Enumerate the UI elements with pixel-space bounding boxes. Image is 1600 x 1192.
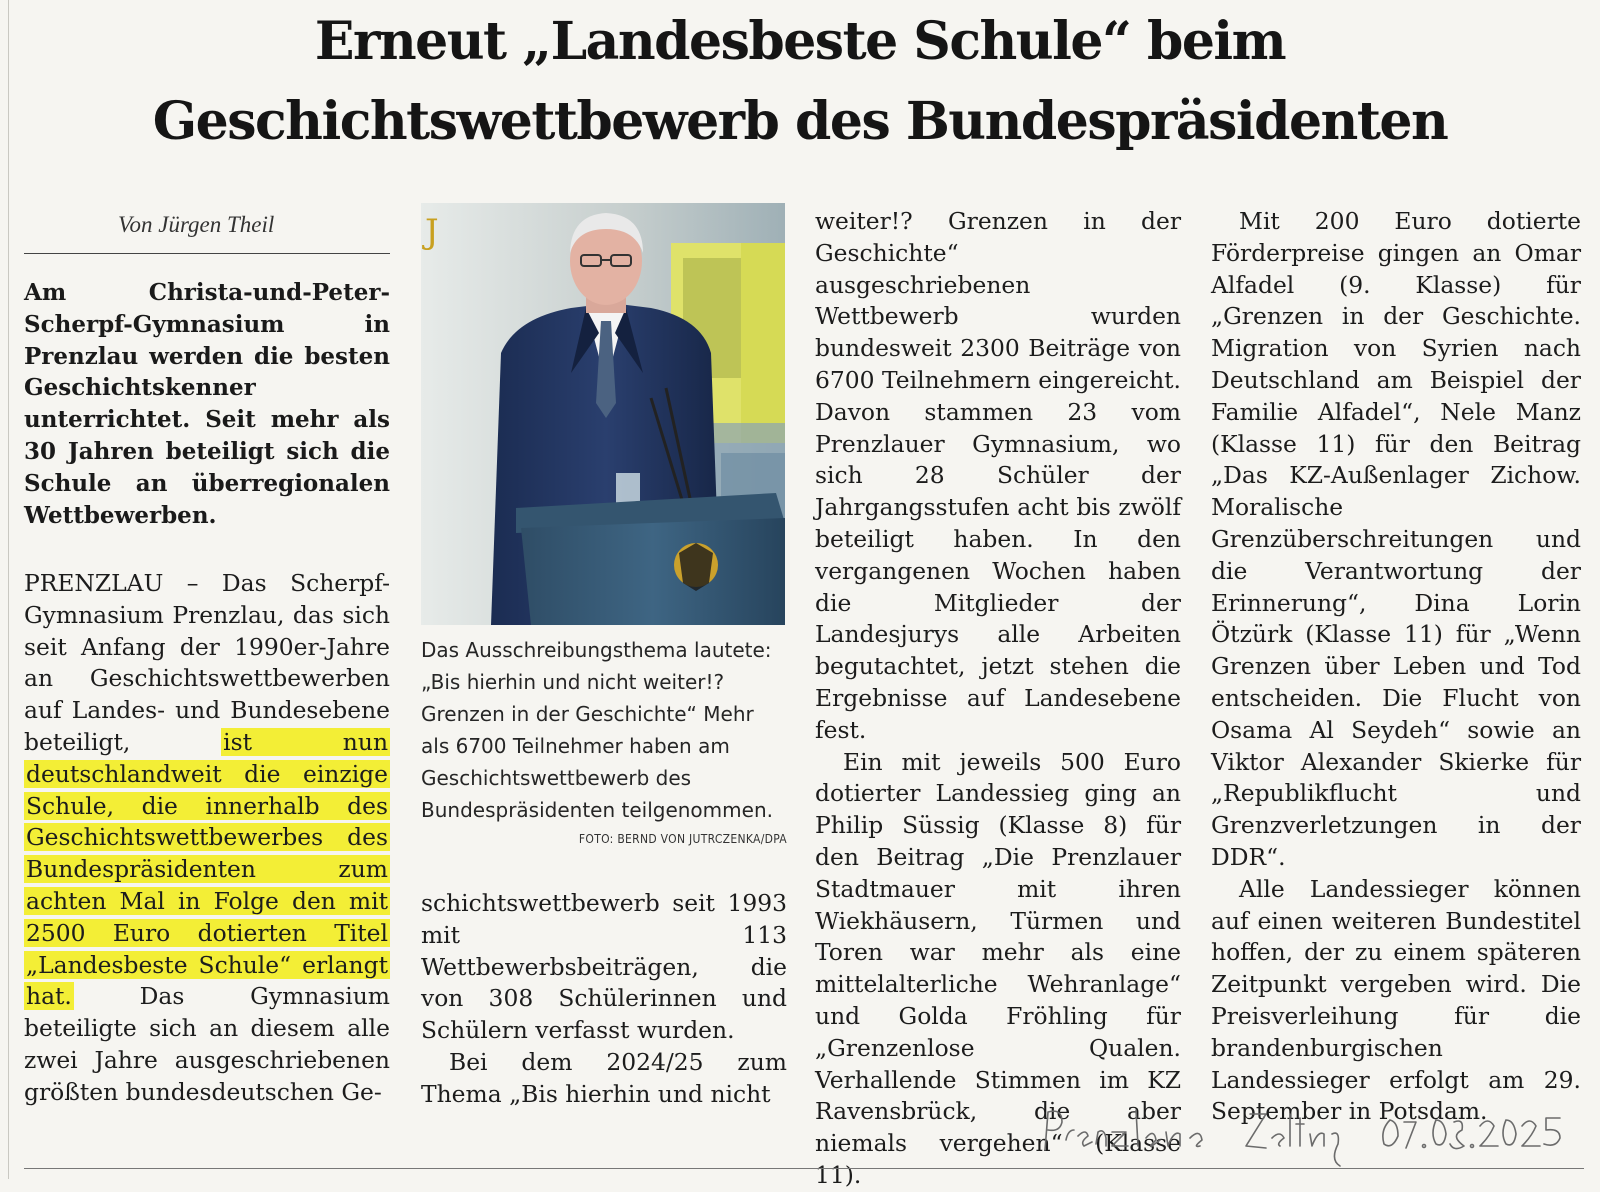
svg-text:J: J: [425, 212, 439, 252]
col1-rest-text: Das Gymnasium beteiligte sich an diesem alle zwei Jahre ausgeschriebenen größten bundesdeutschen Ge-: [24, 982, 390, 1106]
photo-credit: FOTO: BERND VON JUTRCZENKA/DPA: [578, 832, 787, 846]
byline-divider: [24, 253, 390, 254]
handwritten-source-note: [1040, 1100, 1590, 1170]
lead-paragraph: Am Christa-und-Peter-Scherpf-Gymnasium in Prenzlau werden die besten Geschichtskenner unterrichtet. Seit mehr als 30 Jahren beteiligt sich die Schule an überregionalen Wettbewerben.: [24, 279, 390, 529]
byline: Von Jürgen Theil: [118, 212, 275, 237]
column-4: [1211, 206, 1581, 1128]
col4-paragraph-1: Mit 200 Euro dotierte Förderpreise gingen an Omar Alfadel (9. Klasse) für „Grenzen in der Geschichte. Migration von Syrien nach Deutschland am Beispiel der Familie Alfadel“, Nele Manz (Klasse 11) für den Beitrag „Das KZ-Außenlager Zichow. Moralische Grenzüberschreitungen und die Verantwortung der Erinnerung“, Dina Lorin Ötzürk (Klasse 11) für „Wenn Grenzen über Leben und Tod entscheiden. Die Flucht von Osama Al Seydeh“ sowie an Viktor Alexander Skierke für „Republikflucht und Grenzverletzungen in der DDR“.: [1211, 207, 1581, 871]
col1-intro-text: PRENZLAU – Das Scherpf-Gymnasium Prenzlau, das sich seit Anfang der 1990er-Jahre an Geschichtswettbewerben auf Landes- und Bundesebene beteiligt,: [24, 569, 390, 756]
col2-paragraph-1: schichtswettbewerb seit 1993 mit 113 Wettbewerbsbeiträgen, die von 308 Schülerinnen und Schülern verfasst wurden.: [421, 889, 787, 1045]
column-3: [815, 206, 1181, 1192]
column-2: [421, 888, 787, 1111]
col3-paragraph-1: weiter!? Grenzen in der Geschichte“ ausgeschriebenen Wettbewerb wurden bundesweit 2300 Beiträge von 6700 Teilnehmern eingereicht. Davon stammen 23 vom Prenzlauer Gymnasium, wo sich 28 Schüler der Jahrgangsstufen acht bis zwölf beteiligt haben. In den vergangenen Wochen haben die Mitglieder der Landesjurys alle Arbeiten begutachtet, jetzt stehen die Ergebnisse auf Landesebene fest.: [815, 207, 1181, 744]
highlighted-text: ist nun deutschlandweit die einzige Schule, die innerhalb des Geschichtswettbewerbes des Bundespräsidenten zum achten Mal in Folge den mit 2500 Euro dotierten Titel „Landesbeste Schule“ erlangt hat.: [26, 727, 389, 1011]
article-photo: [421, 203, 785, 625]
col2-paragraph-2: Bei dem 2024/25 zum Thema „Bis hierhin und nicht: [421, 1047, 787, 1108]
headline-line-1: Erneut „Landesbeste Schule“ beim: [314, 11, 1286, 72]
photo-caption: Das Ausschreibungsthema lautete: „Bis hierhin und nicht weiter!? Grenzen in der Geschichte“ Mehr als 6700 Teilnehmer haben am Geschichtswettbewerb des Bundespräsidenten teilgenommen.: [421, 638, 773, 822]
handwritten-signature-image: [1040, 1100, 1590, 1170]
col4-paragraph-2: Alle Landessieger können auf einen weiteren Bundestitel hoffen, der zu einem späteren Zeitpunkt vergeben wird. Die Preisverleihung für die brandenburgischen Landessieger erfolgt am 29. September in Potsdam.: [1211, 874, 1581, 1126]
speaker-at-podium-image: [421, 203, 785, 625]
column-1: [24, 568, 390, 1109]
article-headline: [0, 2, 1600, 162]
bottom-divider: [24, 1168, 1584, 1169]
col1-paragraph: [24, 568, 390, 1109]
col3-paragraph-2: Ein mit jeweils 500 Euro dotierter Landessieg ging an Philip Süssig (Klasse 8) für den Beitrag „Die Prenzlauer Stadtmauer mit ihren Wiekhäusern, Türmen und Toren war mehr als eine mittelalterliche Wehranlage“ und Golda Fröhling für „Grenzenlose Qualen. Verhallende Stimmen im KZ Ravensbrück, die aber niemals vergehen“ (Klasse 11).: [815, 747, 1181, 1189]
headline-line-2: Geschichtswettbewerb des Bundespräsidenten: [152, 91, 1448, 152]
page-edge: [8, 0, 9, 1179]
